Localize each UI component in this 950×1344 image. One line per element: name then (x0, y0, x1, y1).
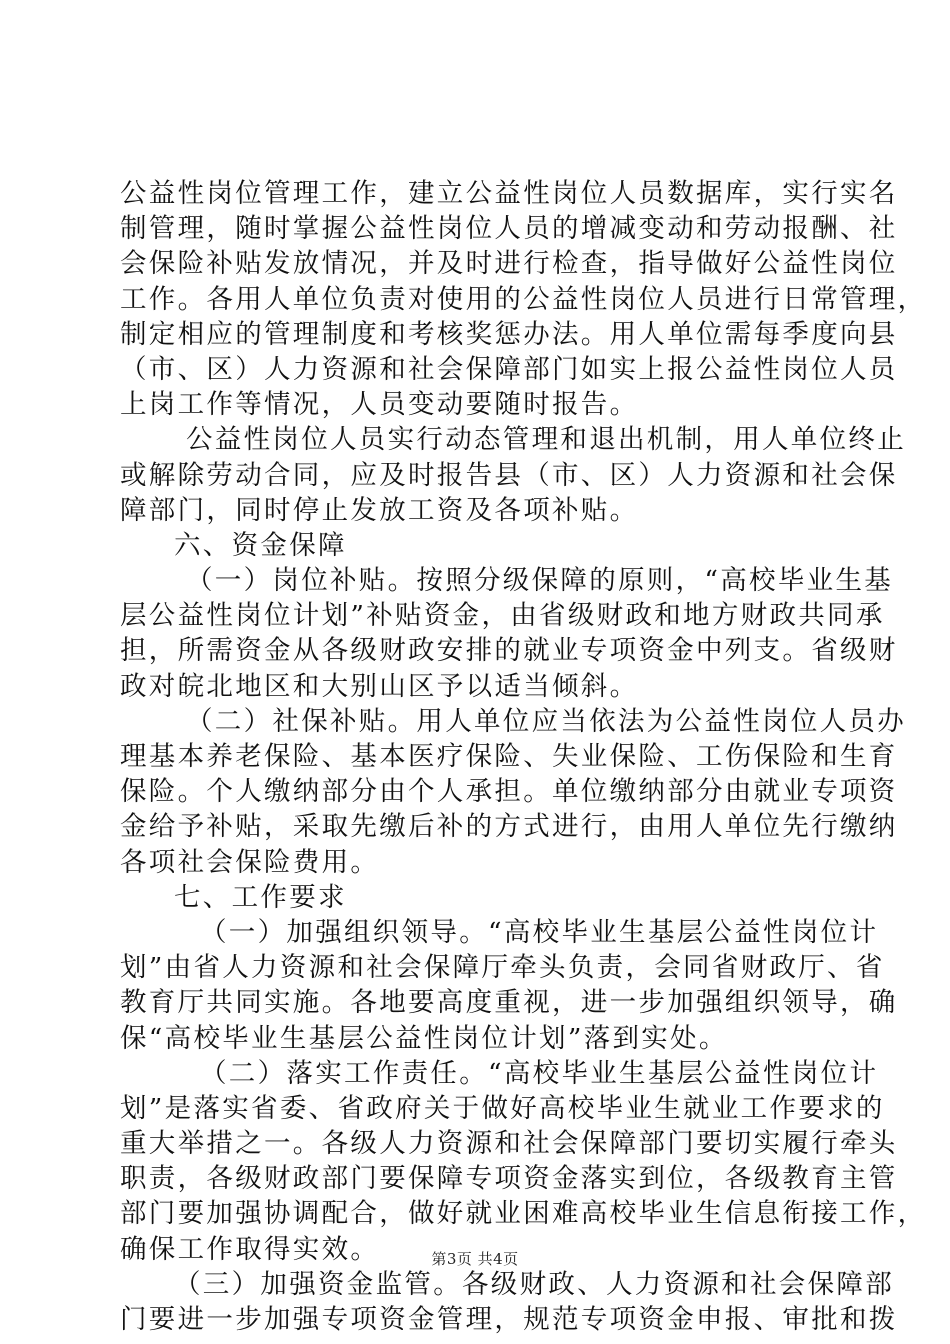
text-line: 会保险补贴发放情况，并及时进行检查，指导做好公益性岗位 (120, 248, 898, 280)
text-line: 层公益性岗位计划”补贴资金，由省级财政和地方财政共同承 (120, 600, 885, 632)
text-line: 公益性岗位管理工作，建立公益性岗位人员数据库，实行实名 (120, 178, 898, 209)
text-line: 政对皖北地区和大别山区予以适当倾斜。 (120, 670, 639, 702)
text-line: （市、区）人力资源和社会保障部门如实上报公益性岗位人员 (120, 353, 898, 385)
text-line: 或解除劳动合同，应及时报告县（市、区）人力资源和社会保 (120, 459, 898, 491)
text-line: 职责，各级财政部门要保障专项资金落实到位，各级教育主管 (120, 1163, 898, 1195)
text-line: 各项社会保险费用。 (120, 846, 380, 878)
text-line: 部门要加强协调配合，做好就业困难高校毕业生信息衔接工作， (120, 1198, 927, 1230)
text-line: （一）岗位补贴。按照分级保障的原则，“高校毕业生基 (186, 565, 894, 597)
text-line: 教育厅共同实施。各地要高度重视，进一步加强组织领导，确 (120, 987, 898, 1019)
text-line: 确保工作取得实效。 (120, 1233, 380, 1265)
text-line: 上岗工作等情况，人员变动要随时报告。 (120, 389, 639, 421)
text-line: 保“高校毕业生基层公益性岗位计划”落到实处。 (120, 1022, 728, 1054)
text-line: 担，所需资金从各级财政安排的就业专项资金中列支。省级财 (120, 635, 898, 667)
text-line: 划”由省人力资源和社会保障厅牵头负责，会同省财政厅、省 (120, 952, 885, 984)
text-line: 保险。个人缴纳部分由个人承担。单位缴纳部分由就业专项资 (120, 776, 898, 808)
text-line: （三）加强资金监管。各级财政、人力资源和社会保障部 (174, 1268, 894, 1300)
text-line: 制定相应的管理制度和考核奖惩办法。用人单位需每季度向县 (120, 318, 898, 350)
text-line: 理基本养老保险、基本医疗保险、失业保险、工伤保险和生育 (120, 741, 898, 772)
text-line: 划”是落实省委、省政府关于做好高校毕业生就业工作要求的 (120, 1092, 885, 1124)
text-line: 工作。各用人单位负责对使用的公益性岗位人员进行日常管理， (120, 283, 927, 315)
text-line: 金给予补贴，采取先缴后补的方式进行，由用人单位先行缴纳 (120, 811, 898, 843)
text-line: 重大举措之一。各级人力资源和社会保障部门要切实履行牵头 (120, 1128, 898, 1160)
text-line: （二）社保补贴。用人单位应当依法为公益性岗位人员办 (186, 705, 906, 737)
text-line: 制管理，随时掌握公益性岗位人员的增减变动和劳动报酬、社 (120, 213, 898, 245)
text-line: 公益性岗位人员实行动态管理和退出机制，用人单位终止 (186, 424, 906, 456)
text-line: 七、工作要求 (174, 881, 347, 913)
page-footer: 第3页 共4页 (431, 1250, 519, 1268)
text-line: （一）加强组织领导。“高校毕业生基层公益性岗位计 (200, 916, 879, 948)
text-line: 门要进一步加强专项资金管理，规范专项资金申报、审批和拨 (120, 1304, 898, 1335)
text-line: 六、资金保障 (174, 529, 347, 561)
text-line: 障部门，同时停止发放工资及各项补贴。 (120, 494, 639, 526)
text-line: （二）落实工作责任。“高校毕业生基层公益性岗位计 (200, 1057, 879, 1089)
document-body (120, 176, 927, 1337)
